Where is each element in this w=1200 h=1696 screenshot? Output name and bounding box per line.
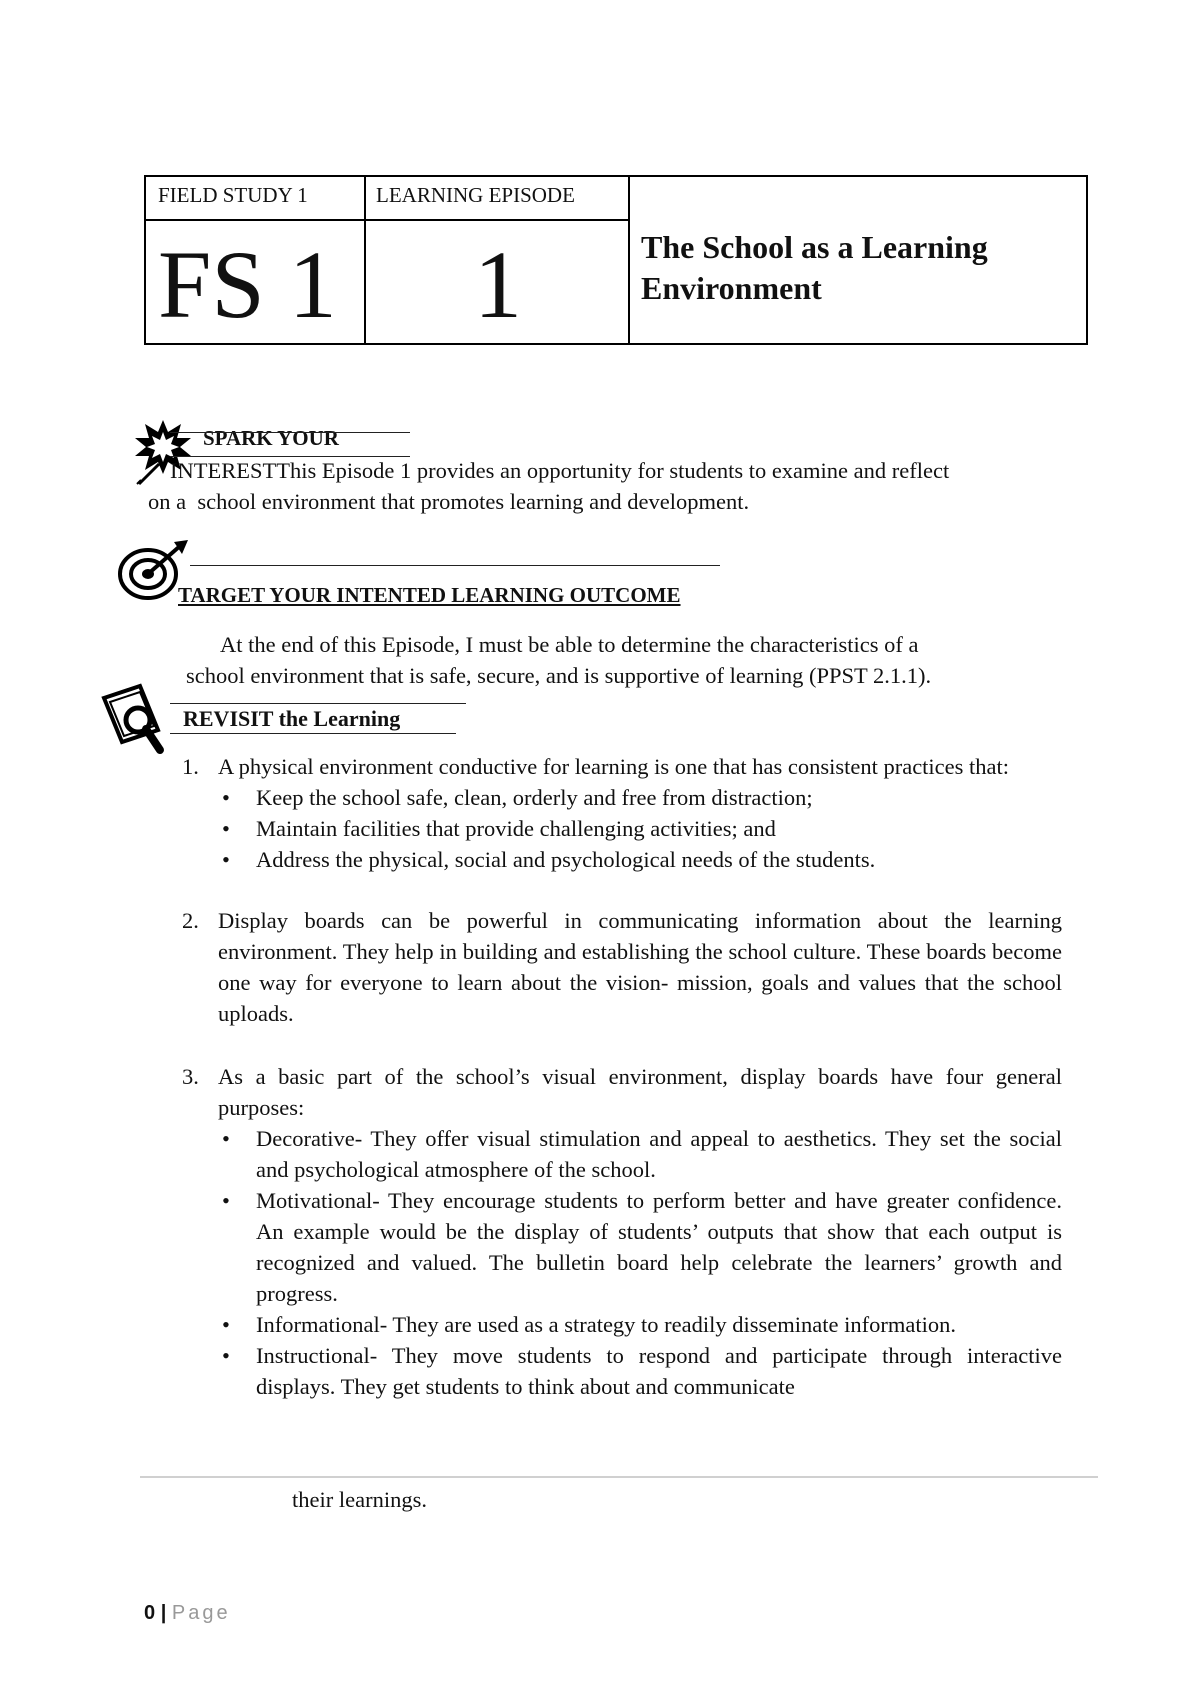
item-text: Display boards can be powerful in communicating information about the learning environment. They help in building and establishing the school culture. These boards become one way for everyone to learn about the vision- mission, goals and values that the school uploads. (218, 908, 1062, 1026)
learning-episode-label: LEARNING EPISODE (376, 183, 575, 207)
item-text: As a basic part of the school’s visual environment, display boards have four general purposes: (218, 1064, 1062, 1120)
list-item (182, 1061, 1062, 1402)
target-text: At the end of this Episode, I must be able to determine the characteristics of a (220, 632, 919, 657)
heading-rule (190, 565, 720, 566)
page-separator: | (160, 1602, 167, 1624)
spark-heading: SPARK YOUR (203, 426, 339, 450)
list-item (182, 751, 1062, 875)
episode-number: 1 (474, 231, 522, 338)
bullet-item: • Maintain facilities that provide challenging activities; and (222, 816, 776, 841)
target-heading: TARGET YOUR INTENTED LEARNING OUTCOME (178, 583, 681, 607)
page-word: Page (171, 1602, 231, 1624)
page-break-line (140, 1476, 1098, 1478)
bullet-item: • Motivational- They encourage students to perform better and have greater confidence. An example would be the display of students’ outputs that show that each output is recognized and valued. The bulletin board help celebrate the learners’ growth and progress. (222, 1188, 1062, 1306)
item-number: 3. (182, 1064, 199, 1089)
page-footer (144, 1602, 231, 1625)
table-divider (364, 177, 366, 343)
revisit-heading: REVISIT the Learning (183, 706, 401, 731)
spark-text: INTERESTThis Episode 1 provides an opportunity for students to examine and reflect (170, 458, 950, 483)
item-number: 2. (182, 908, 199, 933)
item-number: 1. (182, 754, 199, 779)
list-item (182, 905, 1062, 1029)
spark-text-2: on a school environment that promotes learning and development. (148, 489, 750, 514)
episode-title: The School as a Learning Environment (641, 229, 988, 306)
item-text: A physical environment conductive for learning is one that has consistent practices that: (218, 754, 1010, 779)
table-divider (146, 219, 628, 221)
header-table (144, 175, 1088, 345)
field-study-value: FS 1 (158, 231, 337, 338)
bullet-item: • Instructional- They move students to respond and participate through interactive displays. They get students to think about and communicate (222, 1343, 1062, 1399)
heading-rule (170, 703, 466, 704)
bullet-item: • Address the physical, social and psychological needs of the students. (222, 847, 876, 872)
bullet-item: • Decorative- They offer visual stimulation and appeal to aesthetics. They set the social and psychological atmosphere of the school. (222, 1126, 1062, 1182)
bullet-item: • Keep the school safe, clean, orderly and free from distraction; (222, 785, 813, 810)
revisit-list (182, 751, 1062, 1402)
book-magnifier-icon (100, 682, 180, 756)
spark-heading-2: INTEREST (170, 458, 277, 483)
heading-rule (170, 733, 456, 734)
bullet-item: • Informational- They are used as a strategy to readily disseminate information. (222, 1312, 956, 1337)
continuation-text: their learnings. (292, 1487, 427, 1512)
table-divider (628, 177, 630, 343)
target-text-2: school environment that is safe, secure, and is supportive of learning (PPST 2.1.1). (186, 663, 932, 688)
page-number: 0 (144, 1602, 156, 1624)
field-study-label: FIELD STUDY 1 (158, 183, 308, 207)
heading-rule (170, 432, 410, 433)
